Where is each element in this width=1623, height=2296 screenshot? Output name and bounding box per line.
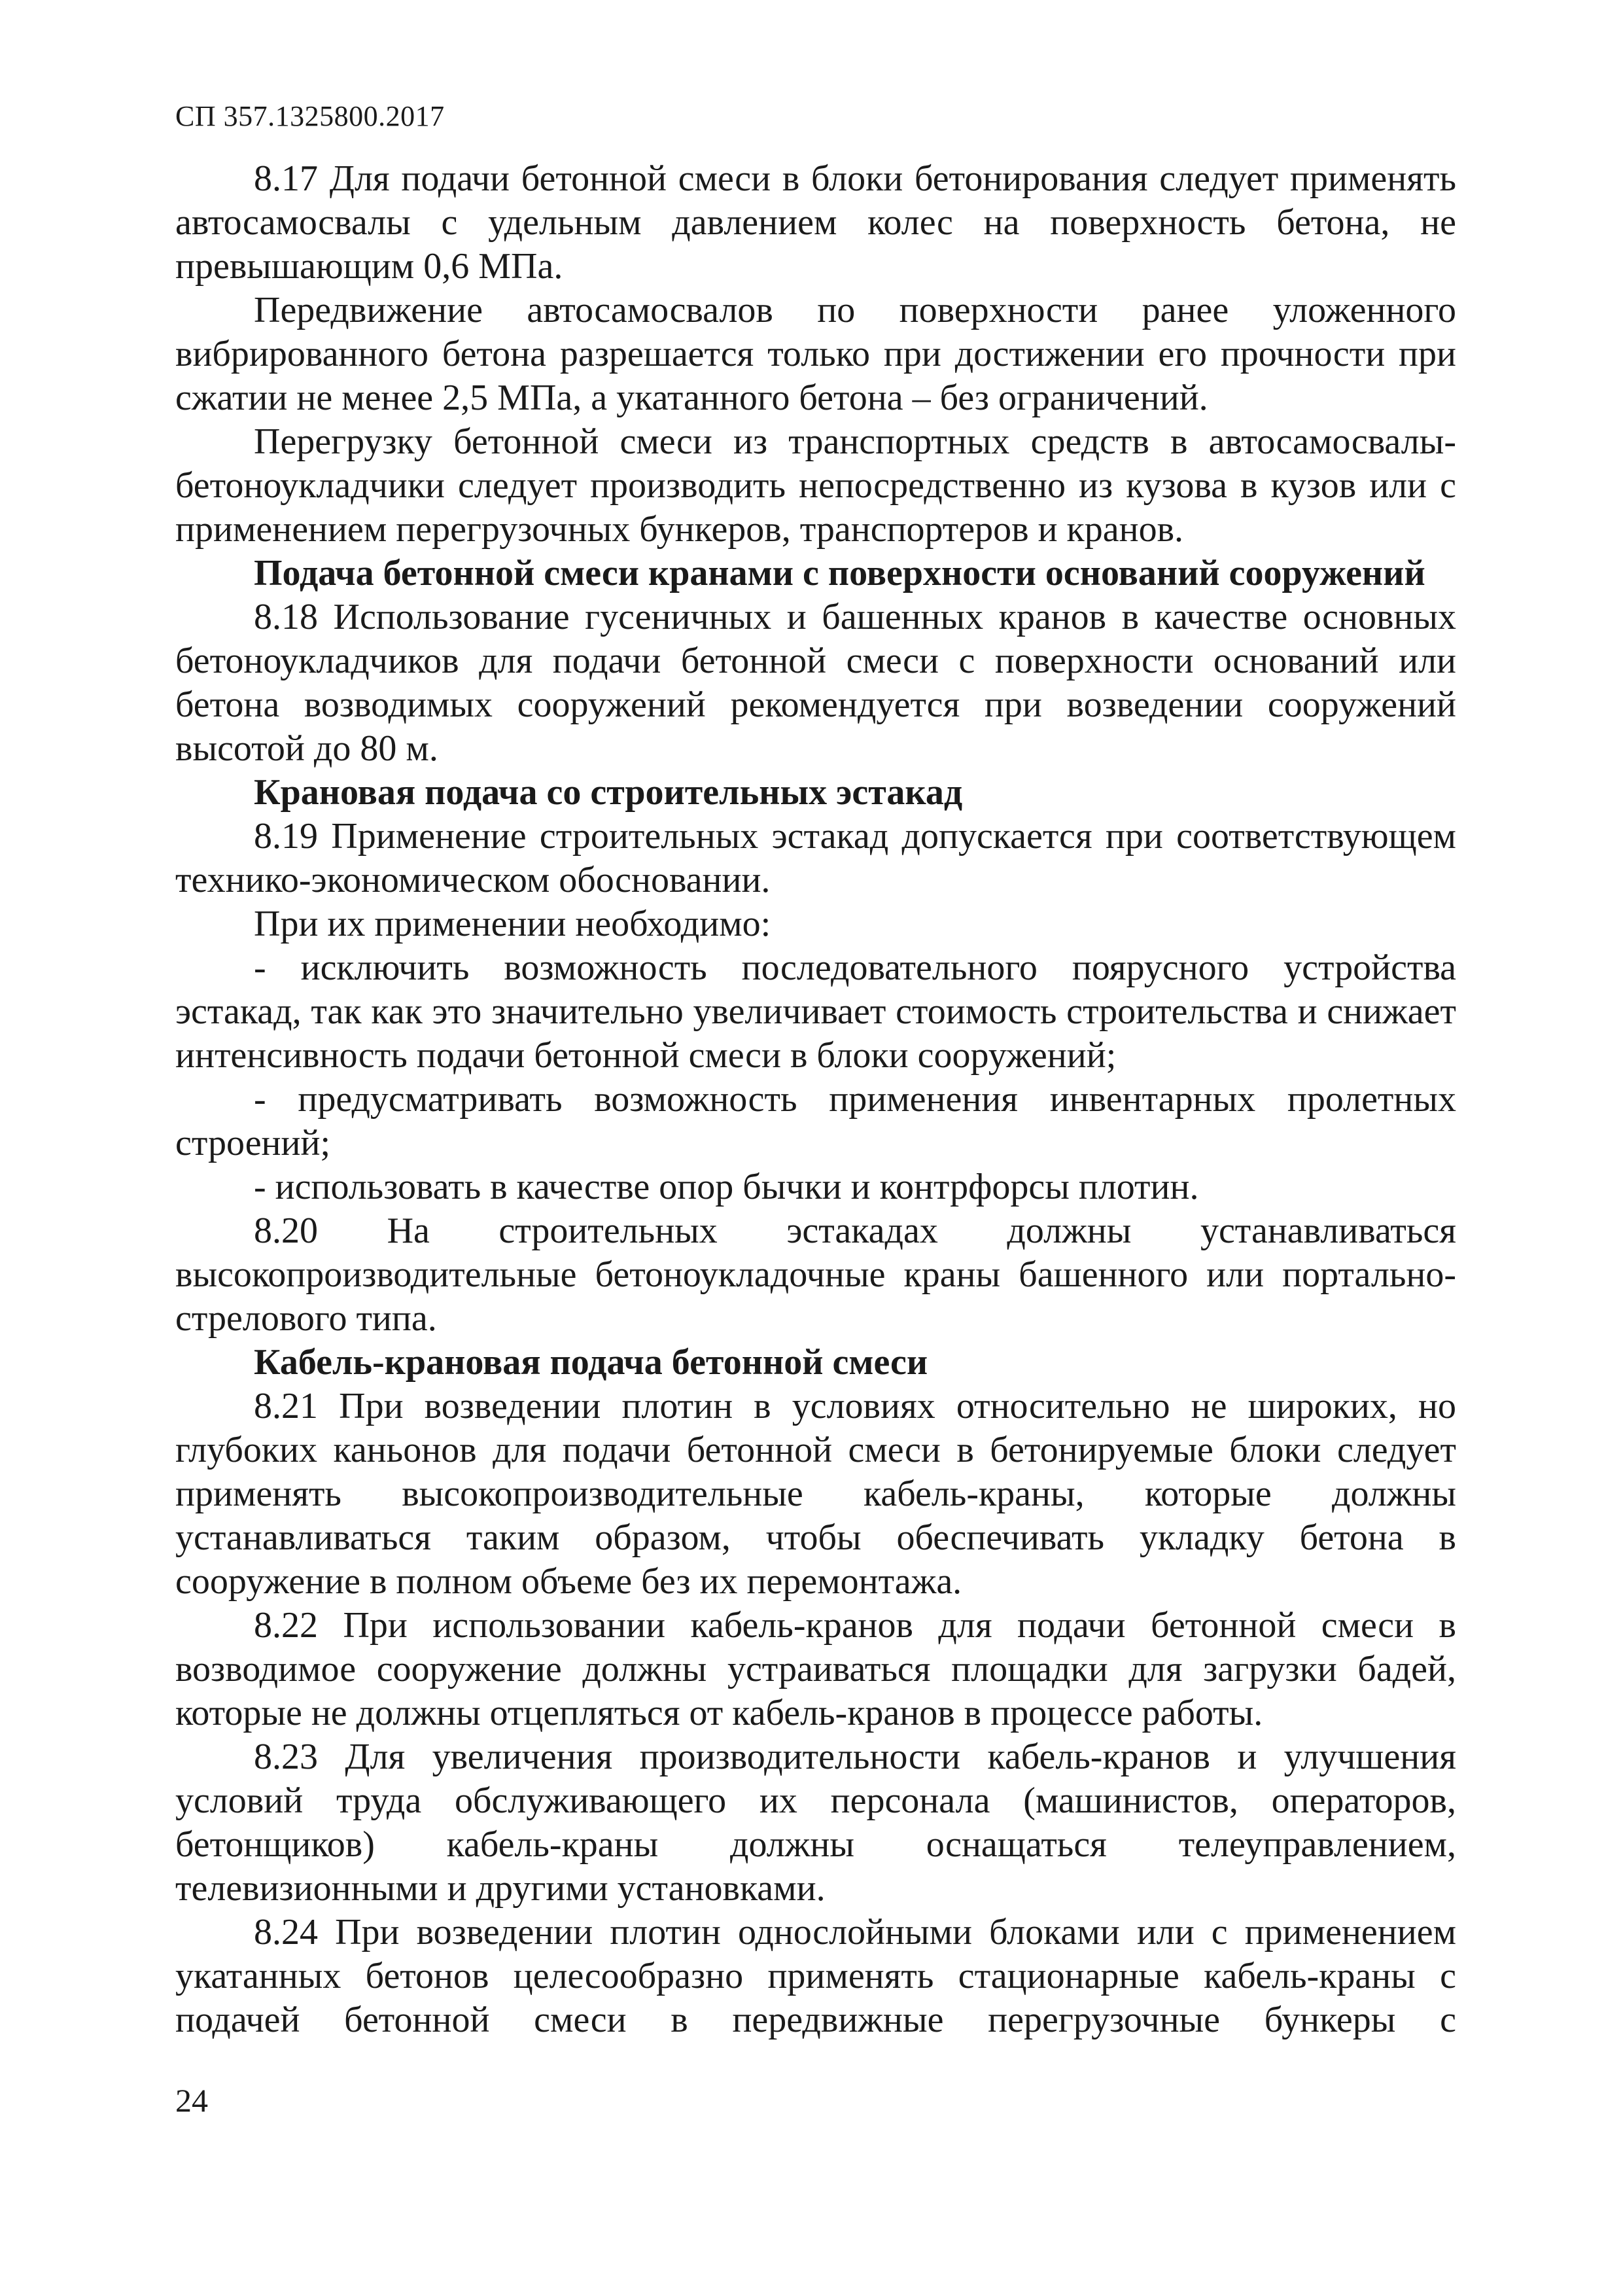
paragraph-8-21: 8.21 При возведении плотин в условиях относительно не широких, но глубоких каньонов для подачи бетонной смеси в бетонируемые блоки следует применять высокопроизводительные кабель-краны, которые должны устанавливаться таким образом, чтобы обеспечивать укладку бетона в сооружение в полном объеме без их перемонтажа.: [175, 1386, 1456, 1602]
paragraph-8-17: 8.17 Для подачи бетонной смеси в блоки бетонирования следует применять автосамосвалы с удельным давлением колес на поверхность бетона, не превышающим 0,6 МПа.: [175, 158, 1456, 287]
page-number: 24: [175, 2082, 208, 2119]
paragraph-8-22: 8.22 При использовании кабель-кранов для подачи бетонной смеси в возводимое сооружение должны устраиваться площадки для загрузки бадей, которые не должны отцепляться от кабель-кранов в процессе работы.: [175, 1605, 1456, 1733]
paragraph-dump-truck-movement: Передвижение автосамосвалов по поверхности ранее уложенного вибрированного бетона разрешается только при достижении его прочности при сжатии не менее 2,5 МПа, а укатанного бетона – без ограничений.: [175, 290, 1456, 418]
list-item-supports: - использовать в качестве опор бычки и контрфорсы плотин.: [254, 1167, 1199, 1207]
section-heading-crane-supply-from-foundations: Подача бетонной смеси кранами с поверхности оснований сооружений: [254, 553, 1425, 593]
paragraph-mix-transfer: Перегрузку бетонной смеси из транспортных средств в автосамосвалы-бетоноукладчики следует производить непосредственно из кузова в кузов или с применением перегрузочных бункеров, транспортеров и кранов.: [175, 421, 1456, 550]
document-header: СП 357.1325800.2017: [175, 100, 445, 132]
paragraph-requirements-intro: При их применении необходимо:: [254, 904, 771, 944]
paragraph-8-18: 8.18 Использование гусеничных и башенных кранов в качестве основных бетоноукладчиков для подачи бетонной смеси с поверхности оснований или бетона возводимых сооружений рекомендуется при возведении сооружений высотой до 80 м.: [175, 597, 1456, 769]
section-heading-cable-crane-supply: Кабель-крановая подача бетонной смеси: [254, 1342, 928, 1383]
page-content: [175, 157, 1456, 2042]
list-item-exclude-tiered-construction: - исключить возможность последовательного поярусного устройства эстакад, так как это значительно увеличивает стоимость строительства и снижает интенсивность подачи бетонной смеси в блоки сооружений;: [175, 947, 1456, 1076]
list-item-inventory-spans: - предусматривать возможность применения инвентарных пролетных строений;: [175, 1079, 1456, 1163]
paragraph-8-24: 8.24 При возведении плотин однослойными блоками или с применением укатанных бетонов целесообразно применять стационарные кабель-краны с подачей бетонной смеси в передвижные перегрузочные бункеры с: [175, 1912, 1456, 2040]
section-heading-crane-supply-from-trestles: Крановая подача со строительных эстакад: [254, 772, 963, 813]
paragraph-8-23: 8.23 Для увеличения производительности кабель-кранов и улучшения условий труда обслуживающего их персонала (машинистов, операторов, бетонщиков) кабель-краны должны оснащаться телеуправлением, телевизионными и другими установками.: [175, 1737, 1456, 1909]
paragraph-8-20: 8.20 На строительных эстакадах должны устанавливаться высокопроизводительные бетоноукладочные краны башенного или портально-стрелового типа.: [175, 1210, 1456, 1339]
paragraph-8-19: 8.19 Применение строительных эстакад допускается при соответствующем технико-экономическом обосновании.: [175, 816, 1456, 900]
